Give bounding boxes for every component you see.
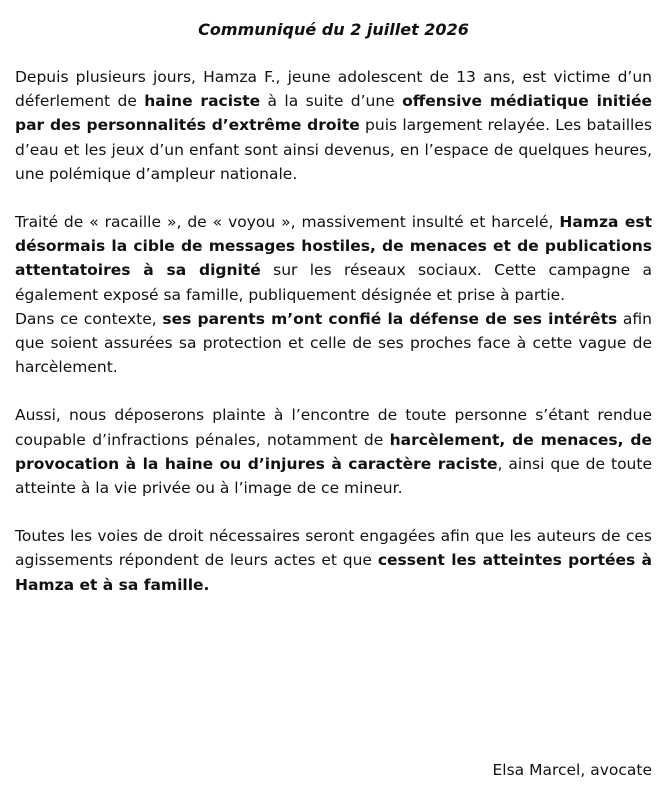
paragraph-4-segment: , ainsi que de toute atteinte à la vie privée ou à l’image de ce mineur.	[15, 454, 652, 498]
paragraph-gap	[15, 186, 652, 210]
paragraph-2-bold-segment: Hamza est désormais la cible de messages hostiles, de menaces et de publications attentatoires à sa dignité	[15, 213, 652, 280]
paragraph-1-segment: Depuis plusieurs jours, Hamza F., jeune adolescent de 13 ans, est victime d’un déferlement de	[15, 68, 652, 111]
paragraph-2-segment: sur les réseaux sociaux. Cette campagne a également exposé sa famille, publiquement désignée et prise à partie.	[15, 261, 652, 304]
paragraph-1	[15, 65, 652, 186]
paragraph-1-bold-segment: haine raciste	[144, 92, 261, 111]
paragraph-1-segment: à la suite d’une	[260, 92, 403, 111]
paragraph-4	[15, 403, 652, 500]
paragraph-5-segment: Toutes les voies de droit nécessaires seront engagées afin que les auteurs de ces agissements répondent de leurs actes et que	[15, 527, 652, 570]
paragraph-3-segment: afin que soient assurées sa protection et celle de ses proches face à cette vague de harcèlement.	[15, 309, 653, 377]
paragraph-1-bold-segment: offensive médiatique initiée par des personnalités d’extrême droite	[15, 92, 652, 135]
paragraph-3-segment: Dans ce contexte,	[15, 309, 163, 328]
paragraph-4-bold-segment: harcèlement, de menaces, de provocation à la haine ou d’injures à caractère raciste	[15, 430, 652, 473]
paragraph-2	[15, 210, 652, 307]
paragraph-5	[15, 524, 652, 597]
paragraph-4-segment: Aussi, nous déposerons plainte à l’encontre de toute personne s’étant rendue coupable d’infractions pénales, notamment de	[15, 406, 652, 449]
press-release	[15, 18, 652, 597]
paragraph-5-bold-segment: cessent les atteintes portées à Hamza et à sa famille.	[15, 551, 652, 594]
paragraph-3	[15, 307, 652, 380]
page-title: Communiqué du 2 juillet 2026	[198, 20, 469, 39]
paragraph-gap	[15, 379, 652, 403]
paragraph-gap	[15, 500, 652, 524]
signature: Elsa Marcel, avocate	[492, 761, 652, 779]
paragraph-1-segment: puis largement relayée. Les batailles d’eau et les jeux d’un enfant sont ainsi devenus, en l’espace de quelques heures, une polémique d’ampleur nationale.	[15, 116, 652, 183]
paragraph-3-bold-segment: ses parents m’ont confié la défense de ses intérêts	[162, 309, 618, 328]
paragraph-2-segment: Traité de « racaille », de « voyou », massivement insulté et harcelé,	[15, 213, 560, 232]
